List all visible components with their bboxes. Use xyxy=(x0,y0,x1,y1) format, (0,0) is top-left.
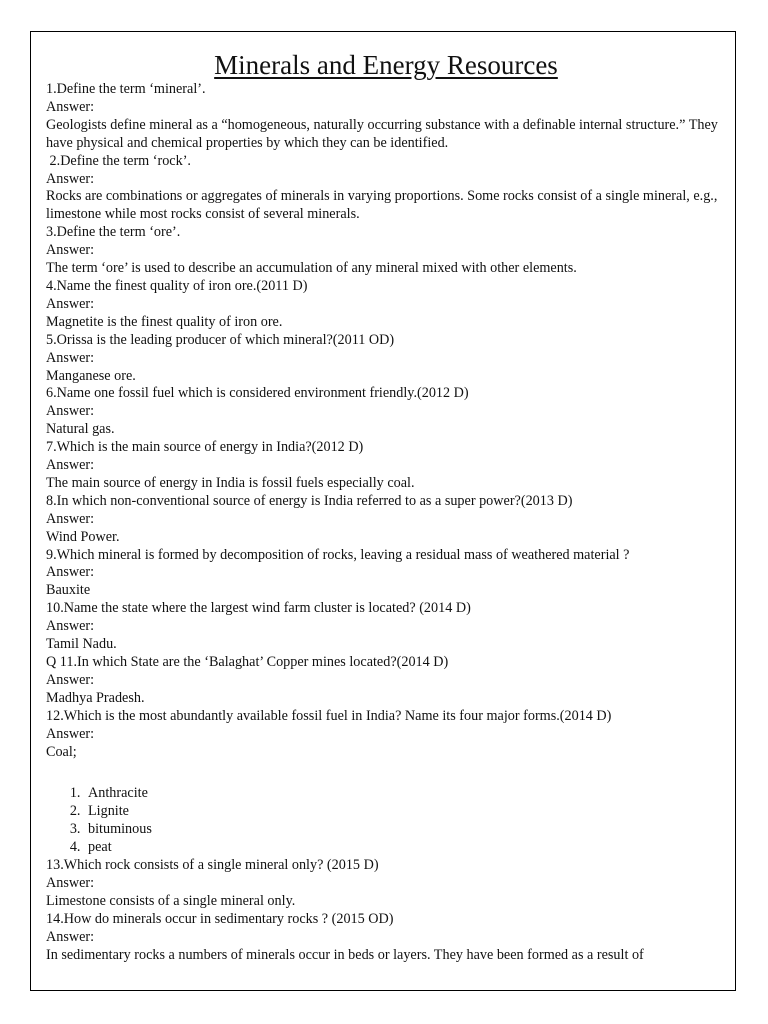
text-line: 5.Orissa is the leading producer of which mineral?(2011 OD) xyxy=(46,331,395,348)
text-line: The term ‘ore’ is used to describe an accumulation of any mineral mixed with other elements. xyxy=(46,260,577,277)
text-line: Limestone consists of a single mineral only. xyxy=(46,892,296,909)
text-line: Answer: xyxy=(46,170,95,187)
text-line: Answer: xyxy=(46,295,95,312)
text-line: Bauxite xyxy=(46,582,91,599)
text-line: Answer: xyxy=(46,510,95,527)
page-title: Minerals and Energy Resources xyxy=(214,50,558,80)
coal-forms-list xyxy=(46,785,726,857)
text-line: Madhya Pradesh. xyxy=(46,689,145,706)
text-line: Manganese ore. xyxy=(46,367,136,384)
list-item: 1. Anthracite xyxy=(84,785,726,803)
text-line: Answer: xyxy=(46,564,95,581)
text-line: Answer: xyxy=(46,874,95,891)
text-line: 3.Define the term ‘ore’. xyxy=(46,224,181,241)
text-line: Q 11.In which State are the ‘Balaghat’ Copper mines located?(2014 D) xyxy=(46,654,449,670)
list-item: 3. bituminous xyxy=(84,821,726,839)
text-line: Rocks are combinations or aggregates of minerals in varying proportions. Some rocks consist of a single mineral, e.g., limestone while most rocks consist of several minerals. xyxy=(46,188,721,223)
text-line: Magnetite is the finest quality of iron ore. xyxy=(46,313,283,330)
text-line: Answer: xyxy=(46,725,95,742)
text-line: Tamil Nadu. xyxy=(46,636,117,653)
document-page xyxy=(30,31,736,991)
qa-section-2 xyxy=(46,857,726,964)
text-line: Coal; xyxy=(46,743,77,760)
text-line: 10.Name the state where the largest wind farm cluster is located? (2014 D) xyxy=(46,600,471,617)
text-line: Answer: xyxy=(46,457,95,474)
document-content xyxy=(46,49,726,965)
text-line: 14.How do minerals occur in sedimentary rocks ? (2015 OD) xyxy=(46,910,394,927)
qa-section-1 xyxy=(46,81,726,761)
text-line: Answer: xyxy=(46,928,95,945)
text-line: 7.Which is the main source of energy in India?(2012 D) xyxy=(46,439,364,456)
text-line: 2.Define the term ‘rock’. xyxy=(46,152,191,169)
list-item: 2. Lignite xyxy=(84,803,726,821)
text-line: Answer: xyxy=(46,349,95,366)
text-line: 4.Name the finest quality of iron ore.(2011 D) xyxy=(46,277,308,294)
text-line: Answer: xyxy=(46,618,95,635)
text-line: Geologists define mineral as a “homogeneous, naturally occurring substance with a definable internal structure.” They have physical and chemical properties by which they can be identified. xyxy=(46,116,722,151)
text-line: 1.Define the term ‘mineral’. xyxy=(46,81,206,97)
text-line: The main source of energy in India is fossil fuels especially coal. xyxy=(46,474,415,491)
blank-line xyxy=(46,761,726,779)
text-line: 8.In which non-conventional source of energy is India referred to as a super power?(2013 D) xyxy=(46,492,573,509)
text-line: Answer: xyxy=(46,242,95,259)
text-line: Natural gas. xyxy=(46,421,115,438)
text-line: 13.Which rock consists of a single mineral only? (2015 D) xyxy=(46,857,379,874)
text-line: 12.Which is the most abundantly available fossil fuel in India? Name its four major forms.(2014 D) xyxy=(46,707,612,724)
text-line: Answer: xyxy=(46,671,95,688)
text-line: Answer: xyxy=(46,98,95,115)
text-line: In sedimentary rocks a numbers of minerals occur in beds or layers. They have been formed as a result of xyxy=(46,946,644,963)
text-line: 9.Which mineral is formed by decomposition of rocks, leaving a residual mass of weathered material ? xyxy=(46,546,630,563)
text-line: 6.Name one fossil fuel which is considered environment friendly.(2012 D) xyxy=(46,385,469,402)
text-line: Answer: xyxy=(46,403,95,420)
list-item: 4. peat xyxy=(84,839,726,857)
text-line: Wind Power. xyxy=(46,528,120,545)
